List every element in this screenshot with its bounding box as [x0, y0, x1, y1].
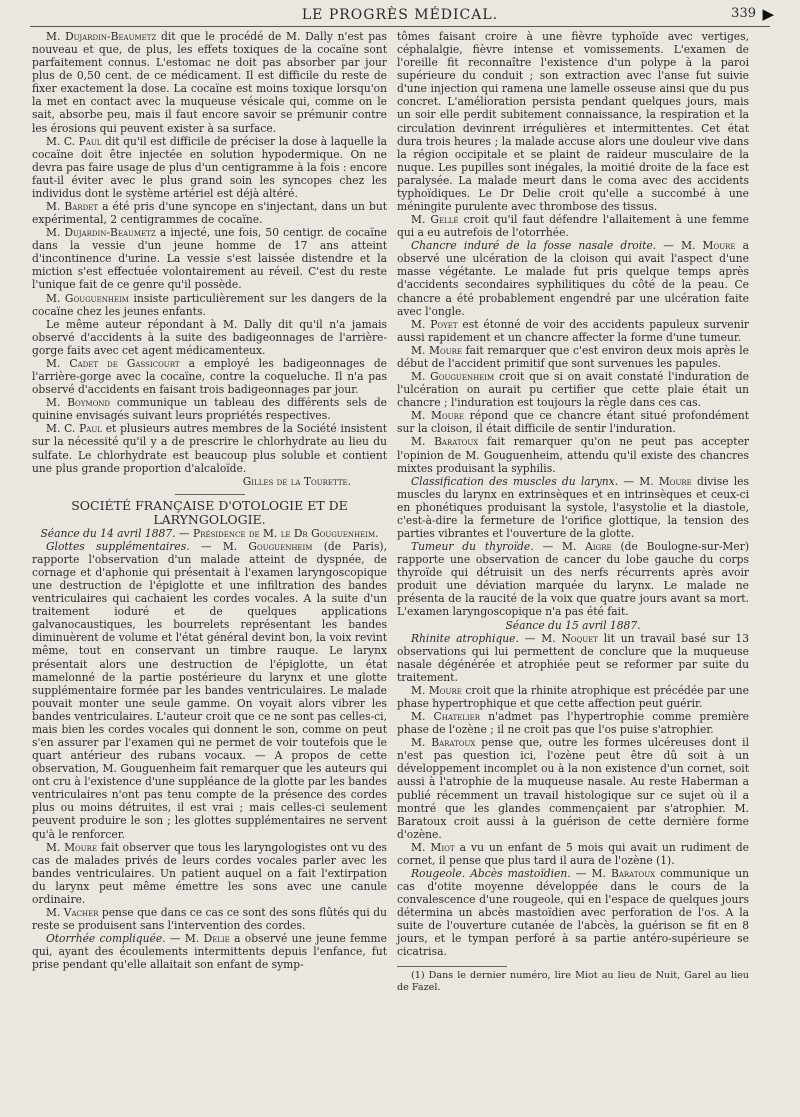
text: Le même auteur répondant à M. Dally dit qu'il n'a jamais observé d'accidents à la suite des badigeonnages de l'arrière-gorge faits avec cet agent médicamenteux. [32, 317, 387, 357]
italic-text: Rhinite atrophique. [411, 631, 519, 645]
speaker-name: M. Delie [184, 932, 230, 946]
author-signature [32, 475, 387, 488]
paragraph [397, 540, 749, 618]
speaker-name: M. Gouguenheim [46, 291, 129, 305]
speaker-name: M. Chatelier [411, 710, 481, 724]
right-column [397, 30, 749, 994]
paragraph [32, 932, 387, 971]
text: dit qu'il est difficile de préciser la dose à laquelle la cocaïne doit être injectée en solution hypodermique. On ne devra pas faire usage de plus d'un centigramme à la fois : encore faut-il éviter avec le plus grand soin les syncopes chez les individus dont le système artériel est déjà altéré. [32, 134, 387, 200]
speaker-name: M. Aigre [562, 540, 612, 554]
paragraph [397, 213, 749, 239]
text: est étonné de voir des accidents papuleux survenir aussi rapidement et un chancre affecter la forme d'une tumeur. [397, 317, 749, 344]
speaker-name: M. Poyet [411, 317, 458, 331]
text: pense que, outre les formes ulcéreuses dont il n'est pas question ici, l'ozène peut être dû soit à un développement incomplet ou à la non existence d'un cornet, soit aussi à l'atrophie de la muqueuse nasale. Au reste Haberman a publié récemment un travail histologique sur ce sujet où il a montré que les glandes commençaient par s'atrophier. M. Baratoux croit aussi à la guérison de cette dernière forme d'ozène. [397, 736, 749, 841]
paragraph [397, 867, 749, 959]
speaker-name: M. Cadet de Gassicourt [46, 356, 180, 370]
text: croit que si on avait constaté l'induration de l'ulcération on aurait pu certifier que cette plaie était un chancre ; l'induration est toujours la règle dans ces cas. [397, 370, 749, 410]
paragraph [397, 841, 749, 867]
page-number: 339 [731, 6, 756, 21]
pointing-hand-icon: ▶ [762, 5, 774, 23]
paragraph [397, 710, 749, 736]
text: tômes faisant croire à une fièvre typhoïde avec vertiges, céphalalgie, fièvre intense et vomissements. L'examen de l'oreille fit reconnaître l'existence d'un polype à la paroi supérieure du conduit ; son extraction avec l'anse fut suivie d'une injection qui ramena une lamelle osseuse ainsi que du pus concret. L'amélioration persista pendant quelques jours, mais un soir elle perdit subitement connaissance, la respiration et la circulation devinrent irrégulières et intermittentes. Cet état dura trois heures ; la malade accuse alors une douleur vive dans la région occipitale et se plaint de raideur musculaire de la nuque. Les pupilles sont inégales, la moitié droite de la face est paralysée. La malade meurt dans le coma avec des accidents typhoïdiques. Le Dr Delie croit qu'elle a succombé à une méningite purulente avec thrombose des tissus. [397, 30, 749, 214]
paragraph [32, 318, 387, 357]
speaker-name: M. Bardet [46, 200, 98, 214]
speaker-name: M. Moure [681, 239, 736, 253]
paragraph [32, 200, 387, 226]
text: a observé une jeune femme qui, ayant des écoulements intermittents depuis l'enfance, fut prise pendant qu'elle allaitait son enfant de symp- [32, 932, 387, 972]
speaker-name: M. Miot [411, 840, 455, 854]
speaker-name: M. Boymond [46, 396, 111, 410]
text: communique un cas d'otite moyenne développée dans le cours de la convalescence d'une rougeole, qui en l'espace de quelques jours détermina un abcès mastoïdien avec perforation de l'os. A la suite de l'ouverture cutanée de l'abcès, la guérison se fit en 8 jours, et le tympan perforé à sa partie antéro-supérieure se cicatrisa. [397, 867, 749, 959]
text: — [533, 540, 562, 554]
journal-title: LE PROGRÈS MÉDICAL. [301, 7, 499, 23]
text: a observé une ulcération de la cloison qui avait l'aspect d'une masse végétante. Le malade fut pris quelque temps après d'accidents secondaires syphilitiques du côté de la peau. Ce chancre a été probablement engendré par une ulcération faite avec l'ongle. [397, 239, 749, 318]
text: — [518, 631, 542, 645]
paragraph [32, 540, 387, 841]
paragraph [32, 906, 387, 932]
speaker-name: M. Dujardin-Beaumetz [46, 30, 157, 43]
text: insiste particulièrement sur les dangers de la cocaïne chez les jeunes enfants. [32, 291, 387, 318]
section-title [32, 499, 387, 527]
italic-text: Séance du 15 avril 1887. [505, 618, 641, 632]
speaker-name: M. Moure [46, 840, 98, 854]
paragraph [32, 30, 387, 135]
text: fait remarquer qu'on ne peut pas accepter l'opinion de M. Gouguenheim, attendu qu'il existe des chancres mixtes produisant la syphilis. [397, 435, 749, 475]
speaker-name: M. Baratoux [411, 435, 479, 449]
text: pense que dans ce cas ce sont des sons flûtés qui du reste se produisent sans l'intervention des cordes. [32, 906, 387, 933]
speaker-name: Gilles de la Tourette. [242, 474, 351, 488]
text: a été pris d'une syncope en s'injectant, dans un but expérimental, 2 centigrammes de cocaïne. [32, 200, 388, 227]
speaker-name: M. Baratoux [591, 867, 656, 880]
speaker-name: M. Gouguenheim [222, 539, 313, 553]
session-heading [397, 619, 749, 632]
speaker-name: M. Gellé [411, 213, 459, 227]
paragraph [397, 684, 749, 710]
paragraph [397, 318, 749, 344]
speaker-name: Présidence de M. le Dr Gouguenheim. [193, 526, 379, 540]
paragraph [32, 135, 387, 200]
page-header [30, 4, 774, 27]
text: a employé les badigeonnages de l'arrière-gorge avec la cocaïne, contre la coqueluche. Il n'a pas observé d'accidents en faisant trois badigeonnages par jour. [32, 356, 388, 397]
text: — [656, 239, 682, 253]
text: — [189, 539, 223, 553]
speaker-name: M. C. Paul [46, 422, 102, 436]
footnote [397, 970, 749, 994]
session-heading [32, 527, 387, 540]
italic-text: Glottes supplémentaires. [46, 539, 190, 553]
text: divise les muscles du larynx en extrinsèques et en intrinsèques et ceux-ci en phonétiques produisant la systole, l'asystolie et la diastole, c'est-à-dire la fermeture de l'orifice glottique, la tension des parties vibrantes et l'ouverture de la glotte. [397, 474, 749, 540]
text: — [618, 474, 640, 488]
left-column [32, 30, 387, 971]
paragraph [397, 435, 749, 474]
speaker-name: M. Gouguenheim [411, 370, 495, 384]
speaker-name: M. Moure [411, 409, 464, 423]
footnote-divider [397, 966, 507, 967]
paragraph-continued [397, 30, 749, 213]
italic-text: Rougeole. Abcès mastoïdien. [411, 867, 571, 880]
italic-text: Chancre induré de la fosse nasale droite. [411, 239, 657, 253]
text: (de Boulogne-sur-Mer) rapporte une observation de cancer du lobe gauche du corps thyroïde qui détruisit un des nerfs récurrents après avoir produit une déviation marquée du larynx. Le malade ne présenta de la raucité de la voix que quatre jours avant sa mort. L'examen laryngoscopique n'a pas été fait. [397, 540, 749, 619]
text: (de Paris), rapporte l'observation d'un malade atteint de dyspnée, de cornage et d'aphonie qui présentait à l'examen laryngoscopique une destruction de l'épiglotte et une infiltration des bandes ventriculaires qui cachaient les cordes vocales. A la suite d'un traitement ioduré et de quelques applications galvanocaustiques, les bourrelets représentant les bandes diminuèrent de volume et l'état général devint bon, la voix revint même, tout en conservant un timbre rauque. Le larynx présentait alors une destruction de l'épiglotte, un état mamelonné de la partie postérieure du larynx et une glotte supplémentaire formée par les bandes ventriculaires. Le malade pouvait monter une seule gamme. On voyait alors vibrer les bandes ventriculaires. L'auteur croit que ce ne sont pas celles-ci, mais bien les cordes vocales qui donnent le son, comme on peut s'en assurer par l'examen qui ne permet de voir toutefois que le quart antérieur des rubans vocaux. — A propos de cette observation, M. Gouguenheim fait remarquer que les auteurs qui ont cru à l'existence d'une suppléance de la glotte par les bandes ventriculaires n'ont pas tenu compte de la présence des cordes plus ou moins détruites, il est vrai ; mais celles-ci seulement peuvent produire le son ; les glottes supplémentaires ne servent qu'à le renforcer. [32, 539, 387, 841]
speaker-name: M. Moure [639, 474, 692, 488]
text: dit que le procédé de M. Dally n'est pas nouveau et que, de plus, les effets toxiques de la cocaïne sont parfaitement connus. L'estomac ne doit pas absorber par jour plus de 0,50 cent. de ce médicament. Il est difficile du reste de fixer exactement la dose. La cocaïne est moins toxique lorsqu'on la met en contact avec la muqueuse vésicale qui, comme on le sait, absorbe peu, mais il faut encore savoir se prémunir contre les érosions qui peuvent exister à sa surface. [32, 30, 387, 135]
speaker-name: M. C. Paul [46, 134, 102, 148]
text: — [165, 932, 185, 946]
text: — [570, 867, 592, 880]
text: et plusieurs autres membres de la Société insistent sur la nécessité qu'il y a de prescrire le chlorhydrate au lieu du sulfate. Le chlorhydrate est beaucoup plus soluble et contient une plus grande proportion d'alcaloïde. [32, 422, 388, 475]
paragraph [397, 370, 749, 409]
speaker-name: M. Moure [411, 683, 462, 697]
text: croit que la rhinite atrophique est précédée par une phase hypertrophique et que cette affection peut guérir. [397, 683, 749, 710]
text: a injecté, une fois, 50 centigr. de cocaïne dans la vessie d'un jeune homme de 17 ans atteint d'incontinence d'urine. La vessie s'est laissée distendre et la miction s'est effectuée volontairement au réveil. C'est du reste l'unique fait de ce genre qu'il possède. [32, 226, 387, 292]
paragraph [397, 475, 749, 540]
paragraph [397, 409, 749, 435]
text: fait remarquer que c'est environ deux mois après le début de l'accident primitif que sont survenues les papules. [397, 343, 750, 370]
text: fait observer que tous les laryngologistes ont vu des cas de malades privés de leurs cordes vocales parler avec les bandes ventriculaires. Un patient auquel on a fait l'extirpation du larynx peut même émettre les sons avec une canule ordinaire. [32, 840, 388, 906]
paragraph [32, 226, 387, 291]
paragraph [32, 357, 387, 396]
italic-text: Tumeur du thyroïde. [411, 540, 534, 554]
italic-text: Classification des muscles du larynx. [411, 474, 619, 488]
text: lit un travail basé sur 13 observations qui lui permettent de conclure que la muqueuse nasale dégénérée et atrophiée peut se reformer par suite du traitement. [397, 631, 750, 684]
text: n'admet pas l'hypertrophie comme première phase de l'ozène ; il ne croit pas que l'os puise s'atrophier. [397, 710, 750, 737]
italic-text: Séance du 14 avril 1887. [40, 526, 176, 540]
section-divider [175, 494, 245, 495]
speaker-name: M. Baratoux [411, 736, 476, 750]
text: a vu un enfant de 5 mois qui avait un rudiment de cornet, il pense que plus tard il aura de l'ozène (1). [397, 840, 750, 867]
paragraph [32, 841, 387, 906]
text: croit qu'il faut défendre l'allaitement à une femme qui a eu autrefois de l'otorrhée. [397, 213, 749, 240]
speaker-name: M. Dujardin-Beaumetz [46, 226, 156, 240]
text: (1) Dans le dernier numéro, lire Miot au lieu de Nuit, Garel au lieu de Fazel. [397, 969, 749, 993]
paragraph [397, 344, 749, 370]
paragraph [32, 292, 387, 318]
speaker-name: M. Vacher [46, 906, 99, 919]
paragraph [32, 396, 387, 422]
text: — [175, 526, 193, 540]
text: SOCIÉTÉ FRANÇAISE D'OTOLOGIE ET DE LARYNGOLOGIE. [71, 497, 348, 527]
text: communique un tableau des différents sels de quinine envisagés suivant leurs propriétés respectives. [32, 396, 387, 423]
paragraph [32, 422, 387, 474]
paragraph [397, 632, 749, 684]
italic-text: Otorrhée compliquée. [46, 932, 166, 946]
speaker-name: M. Moure [411, 343, 462, 357]
text: répond que ce chancre étant situé profondément sur la cloison, il était difficile de sentir l'induration. [397, 409, 749, 436]
paragraph [397, 239, 749, 317]
speaker-name: M. Noquet [541, 631, 598, 645]
paragraph [397, 736, 749, 841]
